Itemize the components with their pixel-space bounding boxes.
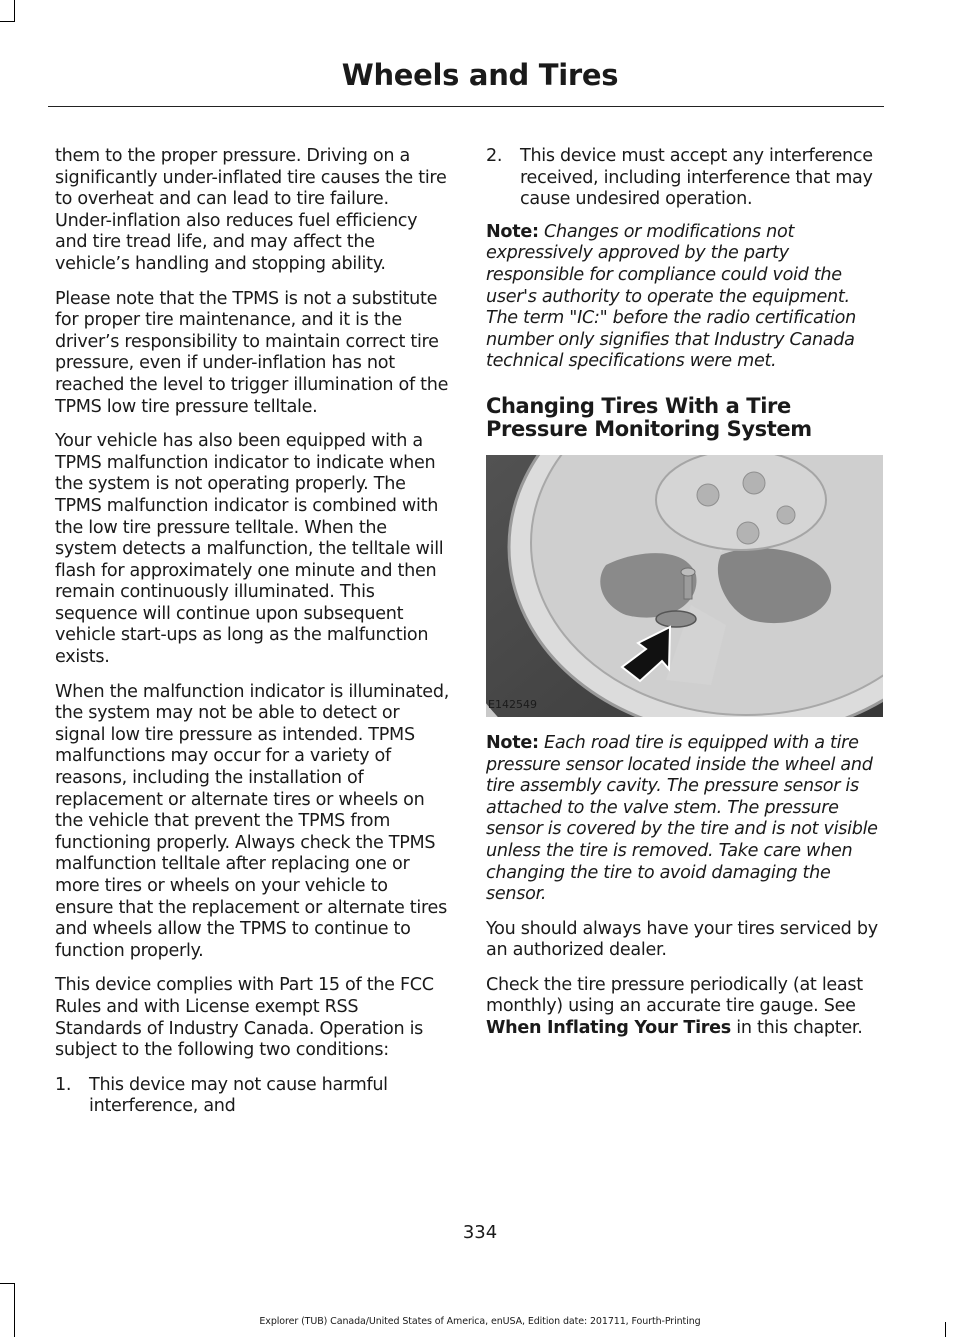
right-column	[486, 146, 883, 1053]
paragraph-malfunction-illuminated: When the malfunction indicator is illuminated, the system may not be able to detect or signal low tire pressure as intended. TPMS malfunctions may occur for a variety of reasons, including the installation of replacement or alternate tires or wheels on the vehicle that prevent the TPMS from functioning properly. Always check the TPMS malfunction telltale after replacing one or more tires or wheels on your vehicle to ensure that the replacement or alternate tires and wheels allow the TPMS to continue to function properly.	[55, 681, 449, 961]
note-text: Each road tire is equipped with a tire pressure sensor located inside the wheel and tire assembly cavity. The pressure sensor is attached to the valve stem. The pressure sensor is covered by the tire and is not visible unless the tire is removed. Take care when changing the tire to avoid damaging the sensor.	[486, 732, 878, 905]
figure-id: E142549	[488, 698, 537, 712]
conditions-list	[55, 1075, 450, 1118]
footer-edition-info: Explorer (TUB) Canada/United States of America, enUSA, Edition date: 201711, Fourth-Printing	[259, 1316, 701, 1327]
conditions-list-continued	[486, 146, 883, 211]
section-heading: Changing Tires With a Tire Pressure Monitoring System	[486, 393, 812, 441]
list-item-text: This device may not cause harmful interference, and	[89, 1074, 388, 1117]
header-rule	[48, 106, 884, 107]
note-text: Changes or modifications not expressively approved by the party responsible for compliance could void the user's authority to operate the equipment. The term "IC:" before the radio certification number only signifies that Industry Canada technical specifications were met.	[486, 221, 856, 372]
note-pressure-sensor	[486, 733, 883, 906]
list-item	[55, 1075, 450, 1118]
note-label: Note:	[486, 732, 539, 753]
paragraph-fcc-compliance: This device complies with Part 15 of the FCC Rules and with License exempt RSS Standards of Industry Canada. Operation is subject to the following two conditions:	[55, 975, 434, 1061]
cross-reference-link[interactable]: When Inflating Your Tires	[486, 1018, 731, 1039]
paragraph-underinflation: them to the proper pressure. Driving on a significantly under-inflated tire causes the tire to overheat and can lead to tire failure. Under-inflation also reduces fuel efficiency and tire tread life, and may affect the vehicle’s handling and stopping ability.	[55, 146, 447, 274]
crop-mark-top-left-h	[0, 21, 15, 22]
paragraph-service: You should always have your tires serviced by an authorized dealer.	[486, 918, 878, 961]
note-modifications	[486, 222, 883, 373]
left-column	[55, 146, 450, 1129]
paragraph-tpms-not-substitute: Please note that the TPMS is not a substitute for proper tire maintenance, and it is the driver’s responsibility to maintain correct tire pressure, even if under-inflation has not reached the level to trigger illumination of the TPMS low tire pressure telltale.	[55, 288, 449, 417]
paragraph-text: in this chapter.	[736, 1018, 863, 1039]
paragraph-malfunction-indicator: Your vehicle has also been equipped with a TPMS malfunction indicator to indicate when the system is not operating properly. The TPMS malfunction indicator is combined with the low tire pressure telltale. When the system detects a malfunction, the telltale will flash for approximately one minute and then remain continuously illuminated. This sequence will continue upon subsequent vehicle start-ups as long as the malfunction exists.	[55, 431, 444, 668]
list-item-text: This device must accept any interference received, including interference that may cause undesired operation.	[520, 146, 873, 210]
crop-mark-bottom-left-v	[14, 1283, 15, 1337]
wheel-illustration-svg	[486, 455, 883, 717]
wheel-valve-stem-illustration	[486, 455, 883, 717]
list-item-number: 1.	[55, 1074, 72, 1095]
paragraph-check-pressure	[486, 975, 883, 1040]
note-label: Note:	[486, 221, 539, 242]
page-number: 334	[462, 1222, 498, 1243]
list-item-number: 2.	[486, 146, 503, 166]
list-item	[486, 146, 883, 211]
page-title: Wheels and Tires	[341, 58, 619, 92]
crop-mark-top-left-v	[14, 0, 15, 22]
paragraph-text: Check the tire pressure periodically (at least monthly) using an accurate tire gauge. See	[486, 974, 863, 1017]
crop-mark-bottom-left-h	[0, 1283, 15, 1284]
